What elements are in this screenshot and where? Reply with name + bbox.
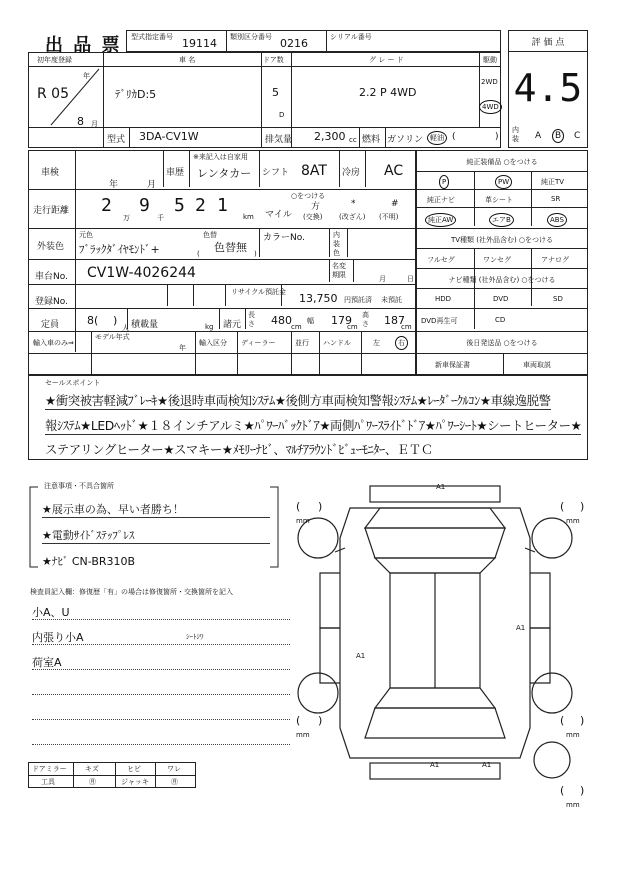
score-value: 4.5 (513, 66, 583, 110)
nav-title: ナビ種類 (社外品含む) ○をつける (448, 276, 556, 284)
interior-c: C (574, 131, 581, 141)
recycle-label: リサイクル預託金 (231, 288, 287, 296)
later-warranty: 新車保証書 (435, 361, 470, 369)
width-unit: cm (347, 323, 358, 331)
equipment-title: 純正装備品 ○をつける (466, 158, 538, 166)
tire-rr-mm: mm (566, 731, 580, 739)
tire-rl-close: ) (318, 714, 323, 727)
chassis-label: 車台No. (35, 272, 68, 282)
displacement-label: 排気量 (265, 135, 293, 145)
legend-jack: ジャッキ (121, 778, 149, 786)
tv-oneseg: ワンセグ (483, 256, 511, 264)
width-value: 179 (331, 314, 352, 327)
equip-leather: 革シート (485, 196, 513, 204)
later-ship-title: 後日発送品 ○をつける (466, 339, 538, 347)
drive-4wd-selected: 4WD (479, 100, 502, 114)
note-line-3: ★ﾅﾋﾞ CN-BR310B (42, 555, 136, 568)
chassis-month: 月 (379, 275, 386, 283)
interior-color-label: 内装色 (333, 231, 340, 257)
dims-label: 諸元 (223, 320, 242, 330)
doors-label: ドア数 (263, 56, 284, 64)
notes-label: 注意事項・不具合箇所 (44, 482, 114, 490)
vehicle-basic-section (28, 52, 501, 148)
color-paren-open: ( (197, 250, 200, 258)
damage-mark-rear-1: A1 (430, 761, 440, 769)
details-table (28, 150, 416, 375)
load-unit: kg (205, 323, 214, 331)
nav-dvd: DVD (493, 295, 509, 303)
shaken-year-unit: 年 (109, 180, 119, 190)
interior-a: A (535, 131, 542, 141)
tv-title: TV種類 (社外品含む) ○をつける (450, 236, 554, 244)
inspector-label: 検査員記入欄：修復歴「有」の場合は修復箇所・交換箇所を記入 (30, 588, 233, 596)
equip-abs: ABS (547, 213, 567, 227)
equip-sr: SR (551, 195, 561, 203)
damage-mark-left: A1 (356, 652, 366, 660)
handle-label: ハンドル (323, 339, 351, 347)
interior-grade (508, 126, 588, 148)
mileage-label: 走行距離 (33, 206, 70, 216)
recycle-not-deposited: 未預託 (381, 296, 402, 304)
year-unit: 年 (83, 72, 90, 80)
handle-left: 左 (373, 339, 380, 347)
damage-mark-rear-2: A1 (482, 761, 492, 769)
fuel-other-open: ( (452, 132, 456, 142)
dvd-playback-label: DVD再生可 (421, 317, 458, 325)
model-designation-value: 19114 (182, 37, 217, 50)
tire-rl-mm: mm (296, 731, 310, 739)
equip-pw: PW (495, 175, 512, 189)
handle-right-selected: 右 (395, 336, 408, 350)
nav-hdd: HDD (435, 295, 452, 303)
model-designation-label: 型式指定番号 (131, 33, 173, 41)
note-line-2: ★電動ｻｲﾄﾞｽﾃｯﾌﾟﾚｽ (42, 527, 270, 544)
recycle-value: 13,750 (299, 292, 338, 305)
sales-point-line-2: 報ｼｽﾃﾑ★LEDﾍｯﾄﾞ★１８インチアルミ★ﾊﾟﾜｰﾊﾞｯｸﾄﾞｱ★両側ﾊﾟﾜｰｽﾗｲﾄﾞﾄﾞｱ★ﾊﾟﾜｰｼｰﾄ★シートヒーター★ (45, 418, 582, 433)
first-registration-label: 初年度登録 (37, 56, 72, 64)
damage-legend (28, 762, 196, 788)
sales-point-line-1: ★衝突被害軽減ﾌﾞﾚｰｷ★後退時車両検知ｼｽﾃﾑ★後側方車両検知警報ｼｽﾃﾑ★ﾚｰﾀﾞｰｸﾙｺﾝ★車線逸脱警 (45, 393, 551, 408)
tire-spare-open: ( (560, 784, 565, 797)
chassis-value: CV1W-4026244 (87, 265, 196, 281)
later-manual: 車両取説 (523, 361, 551, 369)
equip-navi: 純正ナビ (427, 196, 455, 204)
category-label: 類別区分番号 (230, 33, 272, 41)
drive-label: 駆動 (483, 56, 497, 64)
tire-rr-open: ( (560, 714, 565, 727)
legend-tools-mark: ㊊ (89, 778, 96, 786)
tire-rr-close: ) (580, 714, 585, 727)
inspector-line-6 (32, 729, 290, 745)
fuel-other-close: ) (495, 132, 499, 142)
fuel-label: 燃料 (362, 135, 381, 145)
header-codes (126, 30, 501, 52)
damage-mark-right: A1 (516, 624, 526, 632)
inspector-line-2-extra: ｼｰﾄｼﾜ (186, 633, 204, 641)
color-change-value: 色替無 (214, 241, 247, 254)
capacity-close: ) (113, 314, 118, 327)
score-label: 評 価 点 (531, 38, 565, 48)
note-line-1: ★展示車の為、早い者勝ち！ (42, 501, 270, 518)
usage-value: レンタカー (197, 167, 252, 180)
type-value: 3DA-CV1W (139, 130, 199, 143)
mileage-digit-2: 9 (139, 195, 150, 216)
registration-label: 登録No. (35, 297, 68, 307)
tire-rl-open: ( (296, 714, 301, 727)
shift-label: シフト (262, 168, 290, 178)
equip-aw: 純正AW (425, 213, 456, 227)
mileage-km: km (243, 213, 254, 221)
mileage-opt-unknown-sub: (不明) (379, 213, 399, 221)
category-value: 0216 (280, 37, 308, 50)
legend-jack-mark: ㊊ (171, 778, 178, 786)
capacity-value: 8( (87, 314, 99, 327)
serial-label: シリアル番号 (330, 33, 372, 41)
color-change-label: 色替 (203, 231, 217, 239)
tire-spare-mm: mm (566, 801, 580, 809)
shaken-label: 車検 (41, 168, 60, 178)
mileage-sen: 千 (157, 214, 164, 222)
drive-options (479, 66, 502, 127)
length-unit: cm (291, 323, 302, 331)
tire-fl-close: ) (318, 500, 323, 513)
capacity-unit: 人 (122, 324, 129, 332)
inspector-line-2: 内張り小A (32, 629, 290, 645)
first-reg-month: 8 (77, 115, 84, 128)
height-label: 高さ (362, 311, 369, 328)
car-damage-diagram (290, 478, 590, 808)
interior-label: 内装 (512, 126, 519, 143)
equip-tv: 純正TV (541, 178, 565, 186)
dvd-cd: CD (495, 316, 506, 324)
capacity-label: 定員 (41, 320, 60, 330)
shaken-month-unit: 月 (147, 180, 157, 190)
mileage-digit-1: 2 (101, 195, 112, 216)
sales-points-section (28, 375, 588, 460)
tv-analog: アナログ (541, 256, 569, 264)
model-year-unit: 年 (179, 344, 186, 352)
mileage-digit-3: 5 (174, 195, 185, 216)
tire-fr-mm: mm (566, 517, 580, 525)
tire-fl-open: ( (296, 500, 301, 513)
tire-fl-mm: mm (296, 517, 310, 525)
import-dealer: ディーラー (241, 339, 276, 347)
name-change-label: 名変期限 (332, 262, 346, 279)
legend-door-mirror: ドアミラー (32, 765, 67, 773)
inspector-line-3: 荷室A (32, 654, 290, 670)
height-value: 187 (384, 314, 405, 327)
first-reg-era: R 05 (37, 86, 69, 102)
doors-value: 5 (272, 86, 279, 99)
month-unit: 月 (91, 120, 98, 128)
mileage-opt-tamper-sub: (改ざん) (339, 213, 366, 221)
recycle-unit: 円預託済 (344, 296, 372, 304)
color-label: 外装色 (37, 242, 65, 252)
car-name-value: ﾃﾞﾘｶD:5 (115, 88, 157, 101)
legend-crack: ヒビ (127, 765, 141, 773)
notes-section (28, 481, 280, 573)
grade-value: 2.2 P 4WD (359, 86, 417, 99)
shift-value: 8AT (301, 163, 327, 179)
length-label: 長さ (248, 311, 255, 328)
sales-point-line-3: ステアリングヒーター★スマキー★ﾒﾓﾘｰﾅﾋﾞ、ﾏﾙﾁｱﾗｳﾝﾄﾞﾋﾞｭｰﾓﾆﾀｰ、ＥＴＣ (45, 442, 433, 457)
tire-spare-close: ) (580, 784, 585, 797)
tv-fullseg: フルセグ (427, 256, 455, 264)
mile-label: マイル (265, 210, 292, 220)
inspector-line-4 (32, 679, 290, 695)
damage-mark-front: A1 (436, 483, 446, 491)
mileage-digit-5: 1 (217, 195, 228, 216)
usage-label: 車歴 (166, 168, 185, 178)
fuel-gasoline: ガソリン (387, 135, 424, 145)
mileage-mark-note: ○をつける (291, 192, 326, 200)
equip-p: P (439, 175, 449, 189)
orig-color-value: ﾌﾞﾗｯｸﾀﾞｲﾔﾓﾝﾄﾞ+ (79, 243, 160, 256)
nav-sd: SD (553, 295, 563, 303)
import-category-label: 輸入区分 (199, 339, 227, 347)
import-label: 輸入車のみ⇒ (33, 339, 74, 347)
orig-color-label: 元色 (79, 231, 93, 239)
height-unit: cm (401, 323, 412, 331)
width-label: 幅 (307, 317, 314, 325)
displacement-value: 2,300 (314, 130, 346, 143)
drive-2wd: 2WD (481, 78, 498, 86)
usage-note: ※来記入は自家用 (193, 153, 248, 161)
mileage-digit-4: 2 (195, 195, 206, 216)
ac-label: 冷房 (342, 168, 361, 178)
mileage-opt-tamper: * (351, 199, 356, 209)
equip-airbag: エアB (489, 213, 514, 227)
chassis-day: 日 (407, 275, 414, 283)
mileage-man: 万 (123, 214, 130, 222)
tire-fr-close: ) (580, 500, 585, 513)
inspector-line-5 (32, 704, 290, 720)
mileage-opt-exchange-sub: (交換) (303, 213, 323, 221)
length-value: 480 (271, 314, 292, 327)
fuel-diesel-selected: 軽油 (427, 131, 447, 145)
tire-fr-open: ( (560, 500, 565, 513)
legend-tools: 工具 (41, 778, 55, 786)
type-label: 型式 (107, 135, 126, 145)
car-name-label: 車 名 (179, 56, 196, 64)
inspector-line-1: 小A、U (32, 604, 290, 620)
mileage-opt-exchange: 方 (311, 202, 321, 212)
doors-suffix: D (279, 111, 285, 119)
model-year-label: モデル年式 (95, 333, 130, 341)
equipment-panel (416, 150, 588, 375)
ac-value: AC (384, 163, 404, 179)
legend-scratch: キズ (85, 765, 99, 773)
form-title: 出 品 票 (45, 35, 122, 56)
mileage-opt-unknown: # (391, 199, 399, 209)
interior-b-selected: B (552, 129, 564, 143)
load-label: 積載量 (131, 320, 159, 330)
sales-points-label: セールスポイント (45, 379, 101, 387)
color-number-label: カラーNo. (263, 233, 305, 243)
legend-break: ワレ (167, 765, 181, 773)
color-paren-close: ) (254, 250, 257, 258)
import-parallel: 並行 (295, 339, 309, 347)
grade-label: グ レ ー ド (369, 56, 404, 64)
cc-unit: cc (349, 136, 357, 144)
